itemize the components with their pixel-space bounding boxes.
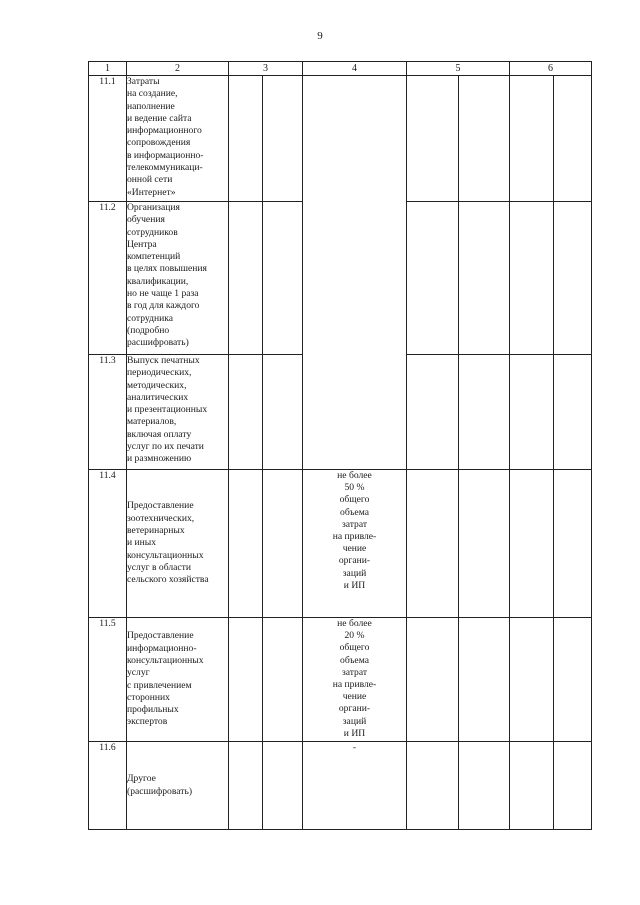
table-cell — [459, 202, 510, 355]
table-cell — [407, 355, 459, 470]
cost-table — [88, 61, 592, 830]
table-cell — [407, 742, 459, 830]
row-number: 11.4 — [89, 470, 127, 618]
col4-dash: - — [303, 742, 407, 830]
table-cell — [554, 355, 592, 470]
row-number: 11.2 — [89, 202, 127, 355]
table-cell — [510, 618, 554, 742]
row-description: Другое (расшифровать) — [127, 742, 229, 830]
row-description: Организация обучения сотрудников Центра компетенций в целях повышения квалификации, но не чаще 1 раза в год для каждого сотрудника (подробно расшифровать) — [127, 202, 229, 355]
table-cell — [407, 618, 459, 742]
table-cell — [263, 76, 303, 202]
col4-limit-text: не более 20 % общего объема затрат на привле- чение органи- заций и ИП — [303, 618, 407, 742]
table-cell — [554, 742, 592, 830]
table-cell — [229, 618, 263, 742]
row-number: 11.6 — [89, 742, 127, 830]
row-number: 11.5 — [89, 618, 127, 742]
row-description: Затраты на создание, наполнение и ведение сайта информационного сопровождения в информационно- телекоммуникаци- онной сети «Интернет» — [127, 76, 229, 202]
table-cell — [263, 355, 303, 470]
table-cell — [510, 742, 554, 830]
header-col-6: 6 — [510, 62, 592, 76]
table-cell — [459, 618, 510, 742]
col4-limit-text: не более 50 % общего объема затрат на привле- чение органи- заций и ИП — [303, 470, 407, 618]
table-cell — [459, 742, 510, 830]
table-cell — [510, 202, 554, 355]
row-number: 11.1 — [89, 76, 127, 202]
header-col-5: 5 — [407, 62, 510, 76]
table-cell — [554, 202, 592, 355]
table-row — [89, 742, 592, 830]
header-col-3: 3 — [229, 62, 303, 76]
table-cell — [263, 470, 303, 618]
table-cell — [407, 470, 459, 618]
table-cell — [510, 355, 554, 470]
table-cell — [554, 618, 592, 742]
table-cell — [459, 76, 510, 202]
row-description: Выпуск печатных периодических, методических, аналитических и презентационных материалов, включая оплату услуг по их печати и размножению — [127, 355, 229, 470]
table-cell — [229, 202, 263, 355]
header-row — [89, 62, 592, 76]
table-cell — [407, 202, 459, 355]
table-cell — [407, 76, 459, 202]
table-cell — [510, 470, 554, 618]
table-cell — [229, 742, 263, 830]
header-col-2: 2 — [127, 62, 229, 76]
row-description: Предоставление информационно- консультационных услуг с привлечением сторонних профильных экспертов — [127, 618, 229, 742]
table-cell — [263, 742, 303, 830]
table-cell — [554, 76, 592, 202]
table-cell — [263, 618, 303, 742]
table-cell — [459, 355, 510, 470]
page-number: 9 — [317, 30, 323, 42]
table-row — [89, 76, 592, 202]
table-cell — [510, 76, 554, 202]
row-description: Предоставление зоотехнических, ветеринарных и иных консультационных услуг в области сельского хозяйства — [127, 470, 229, 618]
row-number: 11.3 — [89, 355, 127, 470]
table-cell — [263, 202, 303, 355]
header-col-1: 1 — [89, 62, 127, 76]
merged-col4-cell — [303, 76, 407, 470]
table-row — [89, 470, 592, 618]
header-col-4: 4 — [303, 62, 407, 76]
table-cell — [229, 76, 263, 202]
table-row — [89, 618, 592, 742]
table-cell — [459, 470, 510, 618]
table-cell — [229, 355, 263, 470]
table-cell — [554, 470, 592, 618]
table-cell — [229, 470, 263, 618]
